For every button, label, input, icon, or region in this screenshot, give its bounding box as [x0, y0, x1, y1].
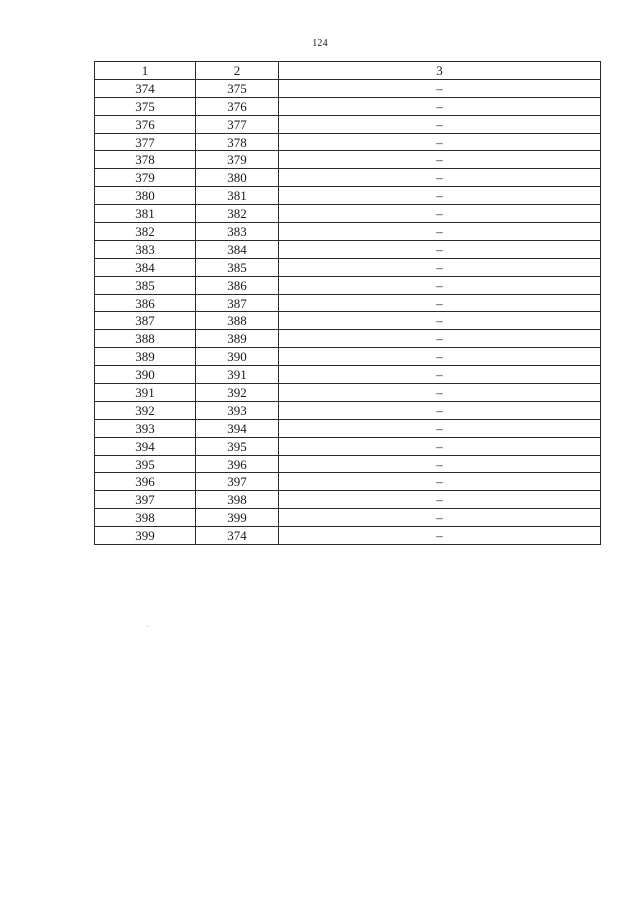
- table-cell-col-2: 388: [196, 312, 279, 330]
- table-row: [95, 330, 601, 348]
- column-header-3: 3: [279, 62, 601, 80]
- table-cell-col-1: 376: [95, 115, 196, 133]
- table-row: [95, 348, 601, 366]
- table-cell-col-3: –: [279, 97, 601, 115]
- table-row: [95, 169, 601, 187]
- table-cell-col-1: 397: [95, 491, 196, 509]
- table-row: [95, 79, 601, 97]
- table-cell-col-2: 398: [196, 491, 279, 509]
- table-cell-col-3: –: [279, 133, 601, 151]
- table-row: [95, 491, 601, 509]
- table-cell-col-3: –: [279, 455, 601, 473]
- table-cell-col-1: 380: [95, 187, 196, 205]
- table-row: [95, 151, 601, 169]
- table-row: [95, 473, 601, 491]
- table-cell-col-3: –: [279, 115, 601, 133]
- table-cell-col-2: 374: [196, 527, 279, 545]
- table-cell-col-3: –: [279, 419, 601, 437]
- table-cell-col-3: –: [279, 366, 601, 384]
- table-cell-col-1: 391: [95, 384, 196, 402]
- table-cell-col-2: 396: [196, 455, 279, 473]
- table-cell-col-1: 377: [95, 133, 196, 151]
- table-cell-col-3: –: [279, 473, 601, 491]
- table-cell-col-3: –: [279, 151, 601, 169]
- table-row: [95, 455, 601, 473]
- scan-speck: [147, 626, 148, 627]
- table-cell-col-3: –: [279, 294, 601, 312]
- table-cell-col-3: –: [279, 169, 601, 187]
- table-cell-col-3: –: [279, 348, 601, 366]
- table-header: [95, 62, 601, 80]
- table-cell-col-3: –: [279, 223, 601, 241]
- table-row: [95, 187, 601, 205]
- table-cell-col-2: 389: [196, 330, 279, 348]
- table-cell-col-1: 399: [95, 527, 196, 545]
- table-cell-col-2: 390: [196, 348, 279, 366]
- table-row: [95, 312, 601, 330]
- table-cell-col-2: 384: [196, 240, 279, 258]
- table-cell-col-3: –: [279, 240, 601, 258]
- table-row: [95, 115, 601, 133]
- page-number: 124: [312, 38, 328, 49]
- table-row: [95, 509, 601, 527]
- table-row: [95, 419, 601, 437]
- table-cell-col-2: 386: [196, 276, 279, 294]
- table-cell-col-3: –: [279, 384, 601, 402]
- data-table: [94, 61, 601, 545]
- table-cell-col-1: 374: [95, 79, 196, 97]
- table-cell-col-3: –: [279, 437, 601, 455]
- table-row: [95, 133, 601, 151]
- table-row: [95, 240, 601, 258]
- table-cell-col-2: 391: [196, 366, 279, 384]
- table-cell-col-3: –: [279, 312, 601, 330]
- table-row: [95, 366, 601, 384]
- column-header-1: 1: [95, 62, 196, 80]
- table-cell-col-2: 385: [196, 258, 279, 276]
- table-row: [95, 384, 601, 402]
- table-cell-col-3: –: [279, 258, 601, 276]
- table-cell-col-1: 389: [95, 348, 196, 366]
- table-row: [95, 294, 601, 312]
- table-cell-col-2: 399: [196, 509, 279, 527]
- table-row: [95, 223, 601, 241]
- table-cell-col-2: 395: [196, 437, 279, 455]
- table-cell-col-2: 376: [196, 97, 279, 115]
- table-cell-col-1: 395: [95, 455, 196, 473]
- column-header-2: 2: [196, 62, 279, 80]
- table-cell-col-1: 388: [95, 330, 196, 348]
- table-cell-col-1: 381: [95, 205, 196, 223]
- table-cell-col-3: –: [279, 187, 601, 205]
- table-cell-col-1: 384: [95, 258, 196, 276]
- table-cell-col-1: 393: [95, 419, 196, 437]
- table-cell-col-1: 392: [95, 401, 196, 419]
- table-cell-col-2: 377: [196, 115, 279, 133]
- table-row: [95, 437, 601, 455]
- table-cell-col-2: 397: [196, 473, 279, 491]
- table-cell-col-2: 393: [196, 401, 279, 419]
- table-cell-col-2: 378: [196, 133, 279, 151]
- table-cell-col-2: 375: [196, 79, 279, 97]
- table-cell-col-3: –: [279, 330, 601, 348]
- table-body: [95, 79, 601, 544]
- table-cell-col-2: 383: [196, 223, 279, 241]
- table-cell-col-3: –: [279, 276, 601, 294]
- header-row: [95, 62, 601, 80]
- table-cell-col-1: 379: [95, 169, 196, 187]
- table-cell-col-2: 387: [196, 294, 279, 312]
- table-cell-col-1: 382: [95, 223, 196, 241]
- table-cell-col-3: –: [279, 527, 601, 545]
- table-cell-col-1: 394: [95, 437, 196, 455]
- table-cell-col-2: 381: [196, 187, 279, 205]
- table-cell-col-2: 380: [196, 169, 279, 187]
- table-row: [95, 258, 601, 276]
- table-cell-col-3: –: [279, 491, 601, 509]
- table-row: [95, 527, 601, 545]
- table-cell-col-1: 383: [95, 240, 196, 258]
- table-cell-col-1: 375: [95, 97, 196, 115]
- table-cell-col-1: 398: [95, 509, 196, 527]
- table-row: [95, 205, 601, 223]
- table-cell-col-1: 386: [95, 294, 196, 312]
- table-cell-col-1: 387: [95, 312, 196, 330]
- table-cell-col-1: 396: [95, 473, 196, 491]
- table-row: [95, 276, 601, 294]
- table-row: [95, 401, 601, 419]
- table-cell-col-2: 382: [196, 205, 279, 223]
- table-cell-col-1: 385: [95, 276, 196, 294]
- table-cell-col-1: 390: [95, 366, 196, 384]
- table-cell-col-2: 392: [196, 384, 279, 402]
- table-cell-col-1: 378: [95, 151, 196, 169]
- table-cell-col-3: –: [279, 509, 601, 527]
- table-cell-col-3: –: [279, 79, 601, 97]
- table-cell-col-3: –: [279, 401, 601, 419]
- table-cell-col-2: 394: [196, 419, 279, 437]
- table-cell-col-3: –: [279, 205, 601, 223]
- table-cell-col-2: 379: [196, 151, 279, 169]
- table-row: [95, 97, 601, 115]
